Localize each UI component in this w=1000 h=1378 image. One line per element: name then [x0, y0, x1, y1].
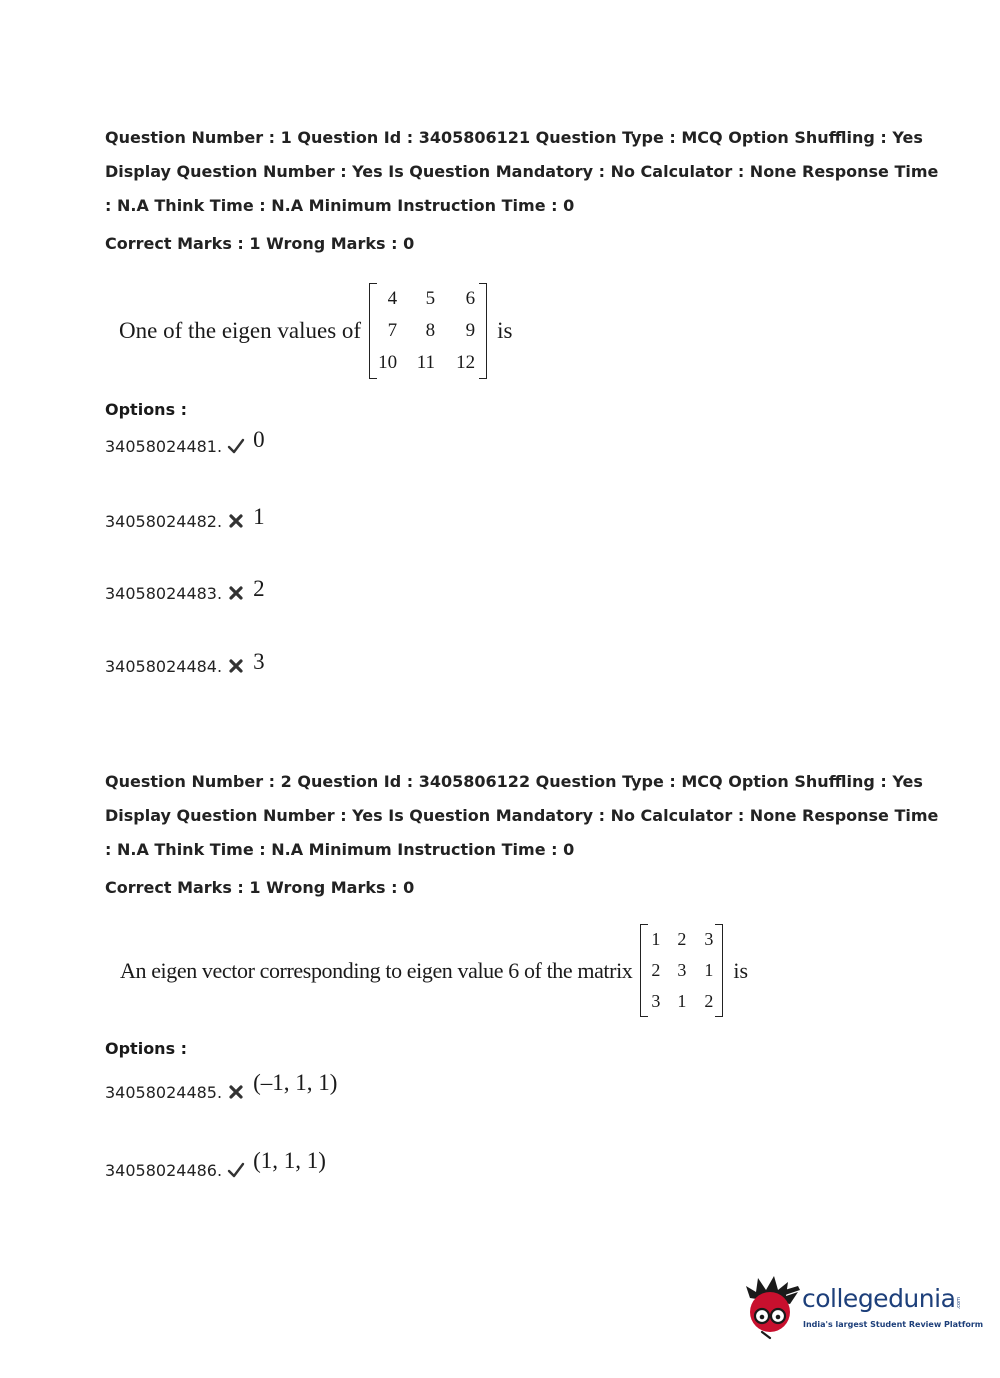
matrix-right-bracket — [715, 924, 723, 1017]
question-2-marks-text: Correct Marks : 1 Wrong Marks : 0 — [105, 878, 415, 897]
option-value: 2 — [253, 576, 265, 601]
matrix-cell: 1 — [677, 991, 687, 1011]
question-1-prompt-suffix: is — [497, 318, 513, 343]
option-34058024482[interactable] — [105, 504, 265, 534]
matrix-cell: 1 — [704, 960, 714, 980]
question-1-matrix — [369, 283, 487, 379]
option-34058024483[interactable] — [105, 576, 265, 606]
cross-icon — [227, 512, 245, 530]
matrix-right-bracket — [479, 283, 487, 379]
option-value: 3 — [253, 649, 265, 674]
option-id: 34058024482. — [105, 511, 223, 531]
matrix-cell: 7 — [387, 320, 398, 341]
option-id: 34058024485. — [105, 1082, 223, 1102]
collegedunia-logo — [742, 1276, 984, 1342]
matrix-cell: 3 — [677, 960, 687, 980]
matrix-cell: 6 — [465, 288, 476, 309]
cross-icon — [227, 584, 245, 602]
question-1-options-label: Options : — [105, 400, 188, 419]
question-1-marks-text: Correct Marks : 1 Wrong Marks : 0 — [105, 234, 415, 253]
question-2-options-label: Options : — [105, 1039, 188, 1058]
option-value: (–1, 1, 1) — [253, 1070, 338, 1095]
brand-name: collegedunia — [802, 1284, 956, 1313]
option-value: 1 — [253, 504, 265, 529]
brand-tagline: India's largest Student Review Platform — [803, 1320, 984, 1329]
option-34058024486[interactable] — [105, 1148, 326, 1183]
check-icon — [227, 1161, 245, 1179]
matrix-cell: 10 — [378, 352, 398, 373]
cross-icon — [227, 657, 245, 675]
cross-icon — [227, 1083, 245, 1101]
matrix-left-bracket — [369, 283, 377, 379]
question-1-prompt-text: One of the eigen values of — [119, 318, 362, 343]
matrix-cell: 1 — [651, 929, 661, 949]
option-id: 34058024486. — [105, 1160, 223, 1180]
option-34058024481[interactable] — [105, 427, 265, 459]
question-1-prompt — [119, 283, 512, 379]
question-2-prompt-text: An eigen vector corresponding to eigen value 6 of the matrix — [120, 957, 633, 983]
matrix-cell: 4 — [387, 288, 398, 309]
matrix-cell: 2 — [651, 960, 661, 980]
matrix-cell: 12 — [456, 352, 476, 373]
question-2-meta-line-1: Question Number : 2 Question Id : 3405806122 Question Type : MCQ Option Shuffling : Yes — [105, 772, 923, 791]
matrix-cell: 5 — [425, 288, 436, 309]
matrix-cell: 11 — [416, 352, 436, 373]
matrix-cell: 2 — [677, 929, 687, 949]
question-2-matrix — [640, 924, 723, 1017]
brand-suffix: .com — [956, 1296, 963, 1309]
question-2-marks — [105, 871, 925, 905]
mascot-icon — [742, 1276, 802, 1342]
question-1-meta-line-1: Question Number : 1 Question Id : 3405806121 Question Type : MCQ Option Shuffling : Yes — [105, 128, 923, 147]
option-value: 0 — [253, 427, 265, 452]
question-2-prompt — [120, 924, 748, 1017]
check-icon — [227, 437, 245, 455]
question-2-metadata — [105, 765, 939, 867]
matrix-cell: 8 — [425, 320, 436, 341]
question-1-meta-line-2: Display Question Number : Yes Is Question Mandatory : No Calculator : None Response Time — [105, 162, 939, 181]
option-id: 34058024484. — [105, 656, 223, 676]
matrix-left-bracket — [640, 924, 648, 1017]
question-1-marks — [105, 227, 925, 261]
question-1-meta-line-3: : N.A Think Time : N.A Minimum Instruction Time : 0 — [105, 196, 575, 215]
option-34058024485[interactable] — [105, 1070, 338, 1105]
option-34058024484[interactable] — [105, 649, 265, 679]
matrix-cell: 9 — [465, 320, 476, 341]
option-id: 34058024481. — [105, 436, 223, 456]
question-2-meta-line-2: Display Question Number : Yes Is Question Mandatory : No Calculator : None Response Time — [105, 806, 939, 825]
option-id: 34058024483. — [105, 583, 223, 603]
matrix-cell: 2 — [704, 991, 714, 1011]
matrix-cell: 3 — [651, 991, 661, 1011]
matrix-cell: 3 — [704, 929, 714, 949]
question-1-metadata — [105, 121, 939, 223]
question-2-meta-line-3: : N.A Think Time : N.A Minimum Instruction Time : 0 — [105, 840, 575, 859]
question-2-prompt-suffix: is — [733, 957, 749, 983]
option-value: (1, 1, 1) — [253, 1148, 326, 1173]
